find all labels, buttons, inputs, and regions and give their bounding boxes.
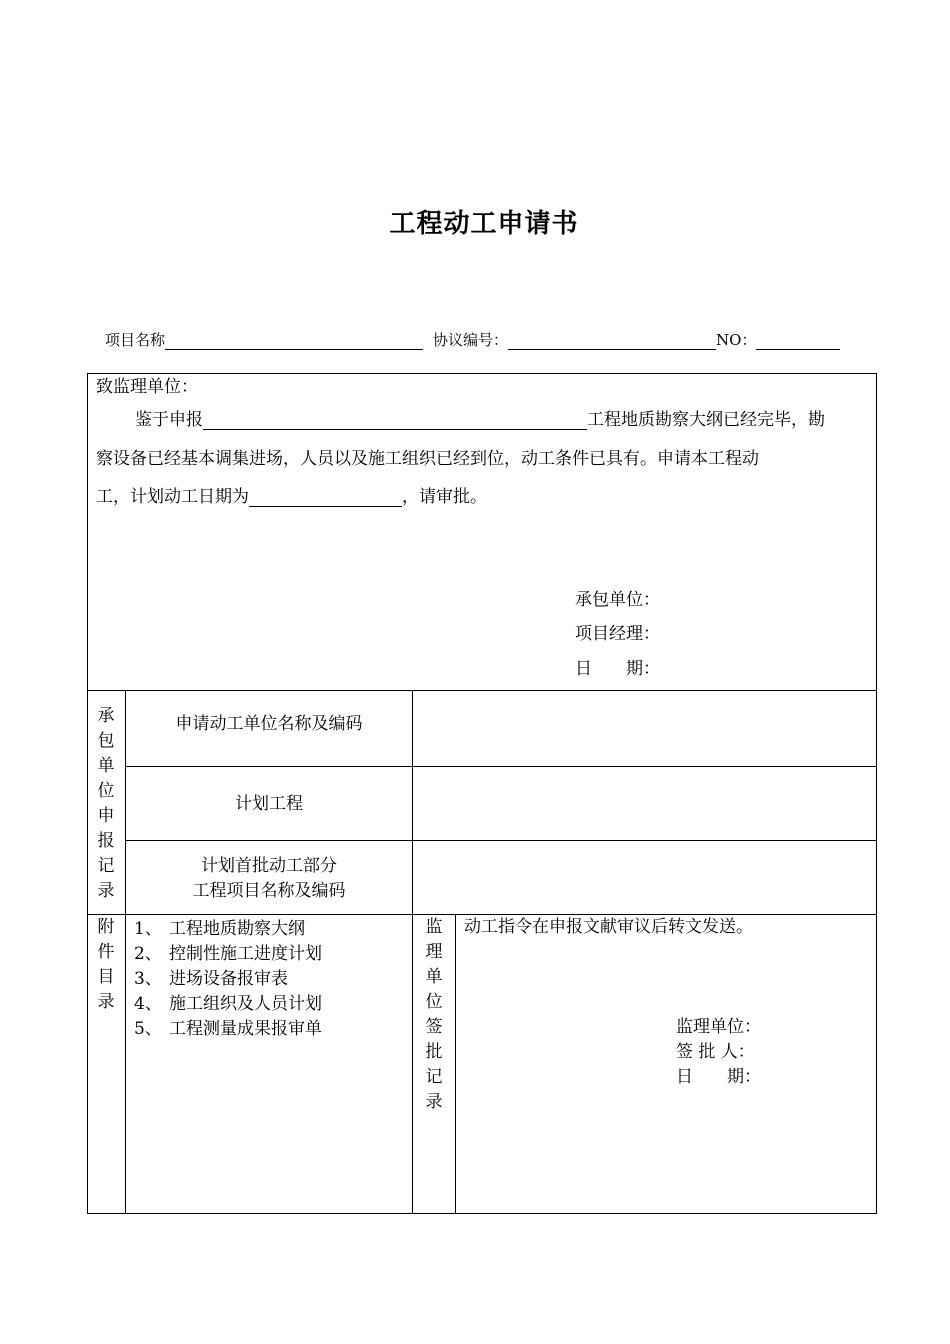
date-label: 日 期： [575, 659, 660, 679]
plan-project-value[interactable] [413, 767, 876, 840]
agreement-no-field[interactable] [508, 331, 716, 350]
list-item: 3、 进场设备报审表 [134, 969, 288, 989]
attachments-list [134, 917, 322, 1042]
row-label-unit-name-code: 申请动工单位名称及编码 [175, 714, 363, 734]
header-fields [105, 330, 840, 350]
row-label-first-batch-1: 计划首批动工部分 [201, 856, 337, 876]
row-label-plan-project: 计划工程 [235, 794, 303, 814]
project-name-label: 项目名称 [105, 331, 166, 349]
list-item: 5、 工程测量成果报审单 [134, 1019, 322, 1039]
no-field[interactable] [756, 331, 840, 350]
manager-label: 项目经理： [575, 624, 660, 644]
planned-start-date-field[interactable] [249, 487, 402, 507]
letter-p3-prefix: 工，计划动工日期为 [96, 487, 249, 507]
letter-p1-prefix: 鉴于申报 [135, 410, 203, 430]
addressee: 致监理单位： [96, 377, 198, 397]
contractor-label: 承包单位： [575, 590, 660, 610]
row-label-first-batch-2: 工程项目名称及编码 [192, 881, 346, 901]
divider-record [87, 914, 877, 915]
first-batch-value[interactable] [413, 841, 876, 914]
agreement-no-label: 协议编号： [433, 331, 509, 349]
letter-line-1 [135, 410, 825, 430]
contractor-record-side-label: 承 包 单 位 申 报 记 录 [97, 706, 115, 901]
list-item: 1、 工程地质勘察大纲 [134, 919, 305, 939]
unit-name-code-value[interactable] [413, 691, 876, 766]
project-name-field[interactable] [165, 331, 423, 350]
page-title: 工程动工申请书 [389, 209, 579, 239]
letter-line-2: 察设备已经基本调集进场，人员以及施工组织已经到位，动工条件已具有。申请本工程动 [96, 449, 759, 469]
supervisor-date-label: 日 期： [676, 1067, 761, 1087]
supervisor-unit-label: 监理单位： [676, 1017, 761, 1037]
letter-p1-suffix: 工程地质勘察大纲已经完毕，勘 [587, 410, 825, 430]
letter-p3-suffix: ，请审批。 [402, 487, 487, 507]
attachments-side-label: 附 件 目 录 [97, 917, 115, 1012]
approver-label: 签 批 人： [676, 1042, 755, 1062]
project-declared-field[interactable] [203, 410, 587, 430]
divider-supervisor-col [455, 914, 456, 1214]
divider-side-col [125, 690, 126, 1214]
supervisor-note: 动工指令在申报文献审议后转文发送。 [464, 917, 753, 937]
list-item: 4、 施工组织及人员计划 [134, 994, 322, 1014]
letter-line-3 [96, 487, 487, 507]
supervisor-record-side-label: 监 理 单 位 签 批 记 录 [425, 917, 443, 1112]
no-label: NO： [716, 331, 757, 349]
list-item: 2、 控制性施工进度计划 [134, 944, 322, 964]
